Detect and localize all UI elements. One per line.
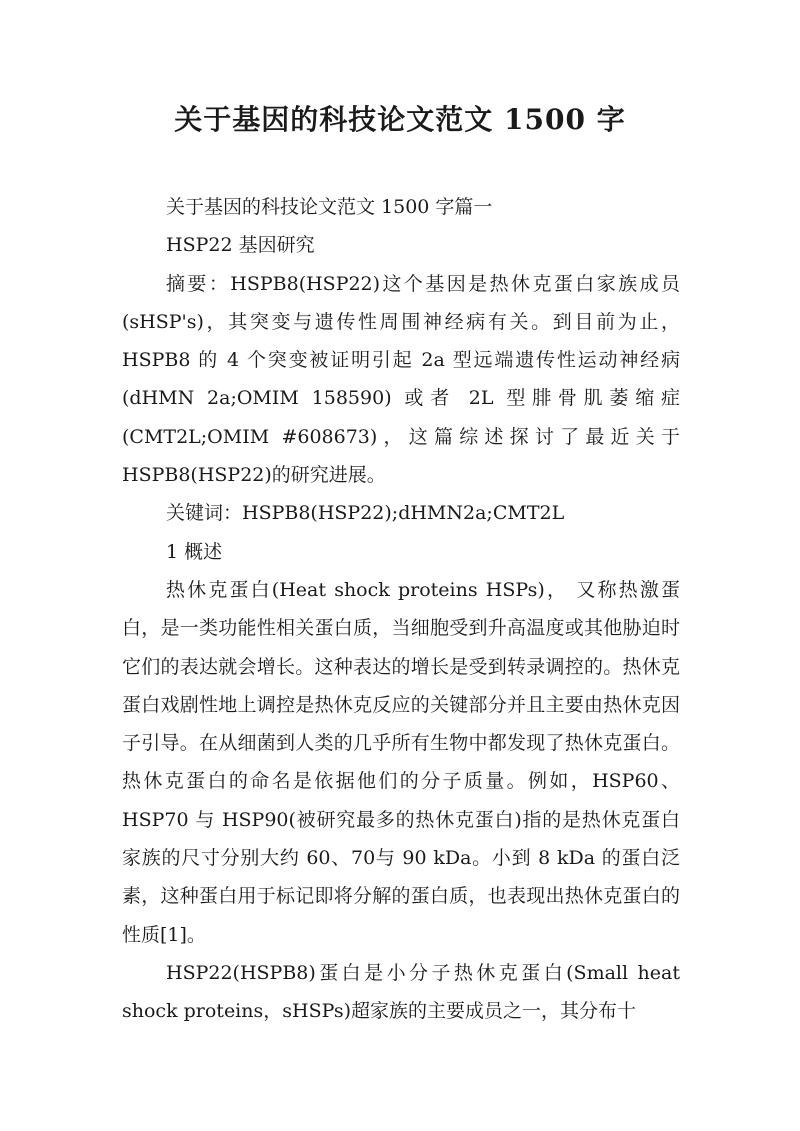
section-heading: 关于基因的科技论文范文 1500 字篇一 — [166, 196, 493, 218]
article-title: HSP22 基因研究 — [166, 234, 315, 257]
document-body — [122, 188, 680, 1031]
body-paragraph: 热休克蛋白(Heat shock proteins HSPs)， 又称热激蛋白，是一类功能性相关蛋白质，当细胞受到升高温度或其他胁迫时它们的表达就会增长。这种表达的增长是受到转录调控的。热休克蛋白戏剧性地上调控是热休克反应的关键部分并且主要由热休克因子引导。在从细菌到人类的几乎所有生物中都发现了热休克蛋白。热休克蛋白的命名是依据他们的分子质量。例如，HSP60、HSP70 与 HSP90(被研究最多的热休克蛋白)指的是热休克蛋白家族的尺寸分别大约 60、70与 90 kDa。小到 8 kDa 的蛋白泛素，这种蛋白用于标记即将分解的蛋白质，也表现出热休克蛋白的性质[1]。 — [122, 578, 680, 946]
abstract-paragraph: 摘要：HSPB8(HSP22)这个基因是热休克蛋白家族成员(sHSP's)，其突变与遗传性周围神经病有关。到目前为止，HSPB8 的 4 个突变被证明引起 2a 型远端遗传性运动神经病(dHMN 2a;OMIM 158590) 或者 2L 型腓骨肌萎缩症(CMT2L;OMIM #608673)，这篇综述探讨了最近关于HSPB8(HSP22)的研究进展。 — [122, 272, 680, 487]
subsection-heading: 1 概述 — [166, 540, 223, 563]
document-title: 关于基因的科技论文范文 1500 字 — [174, 103, 626, 136]
keywords-line: 关键词：HSPB8(HSP22);dHMN2a;CMT2L — [166, 502, 565, 525]
body-paragraph: HSP22(HSPB8)蛋白是小分子热休克蛋白(Small heat shock proteins，sHSPs)超家族的主要成员之一，其分布十 — [122, 961, 680, 1023]
